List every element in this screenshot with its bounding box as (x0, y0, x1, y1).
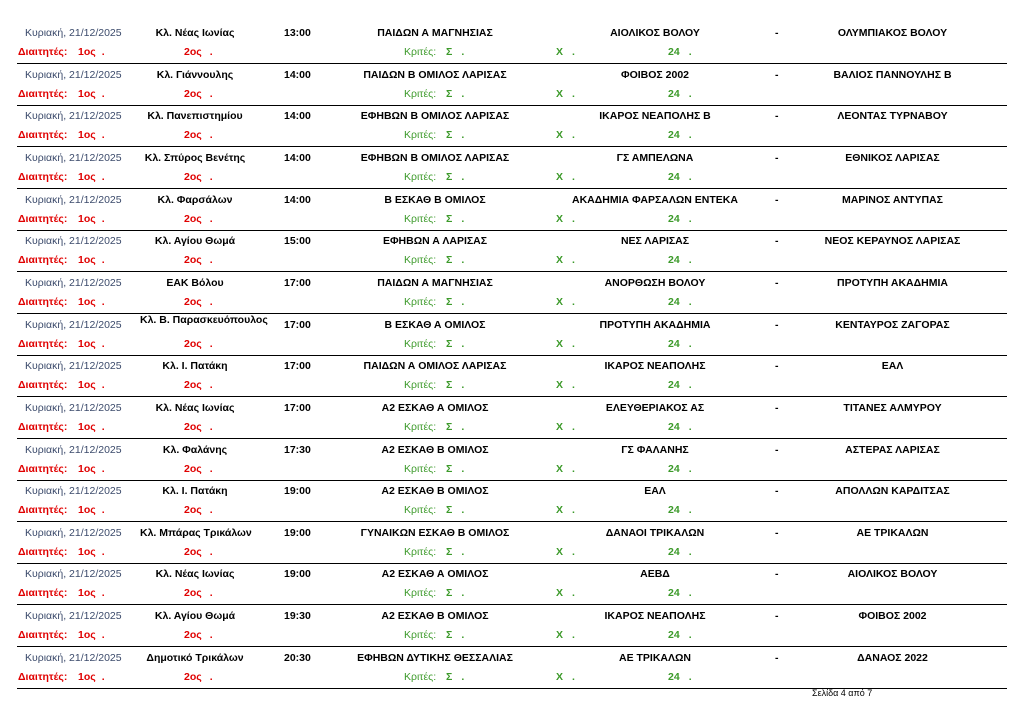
judges-label: Κριτές: (404, 129, 437, 142)
scorer-slot: Σ . (446, 87, 465, 100)
match-row (0, 231, 1024, 273)
match-date: Κυριακή, 21/12/2025 (25, 526, 122, 539)
match-time: 19:00 (284, 485, 311, 498)
match-row (0, 106, 1024, 148)
away-team: ΑΠΟΛΛΩΝ ΚΑΡΔΙΤΣΑΣ (835, 485, 950, 498)
timer-slot: Χ . (556, 337, 575, 350)
match-time: 20:30 (284, 651, 311, 664)
match-category: ΠΑΙΔΩΝ Α ΟΜΙΛΟΣ ΛΑΡΙΣΑΣ (363, 360, 507, 373)
match-venue: Κλ. Σπύρος Βενέτης (144, 151, 246, 164)
second-referee-slot: 2ος . (184, 629, 213, 642)
versus-dash: - (775, 193, 779, 206)
match-category: Β ΕΣΚΑΘ Β ΟΜΙΛΟΣ (384, 193, 486, 206)
match-row (0, 523, 1024, 565)
versus-dash: - (775, 276, 779, 289)
shotclock-slot: 24 . (668, 670, 692, 683)
match-date: Κυριακή, 21/12/2025 (25, 401, 122, 414)
match-time: 14:00 (284, 110, 311, 123)
match-category: Α2 ΕΣΚΑΘ Α ΟΜΙΛΟΣ (381, 568, 489, 581)
shotclock-slot: 24 . (668, 379, 692, 392)
first-referee-slot: 1ος . (78, 87, 105, 100)
versus-dash: - (775, 651, 779, 664)
judges-label: Κριτές: (404, 545, 437, 558)
match-date: Κυριακή, 21/12/2025 (25, 193, 122, 206)
judges-label: Κριτές: (404, 295, 437, 308)
versus-dash: - (775, 318, 779, 331)
away-team: ΑΣΤΕΡΑΣ ΛΑΡΙΣΑΣ (845, 443, 940, 456)
home-team: ΑΕ ΤΡΙΚΑΛΩΝ (618, 651, 691, 664)
versus-dash: - (775, 401, 779, 414)
match-venue: Κλ. Ι. Πατάκη (162, 360, 228, 373)
shotclock-slot: 24 . (668, 462, 692, 475)
referees-label: Διαιτητές: (18, 87, 68, 100)
judges-label: Κριτές: (404, 420, 437, 433)
match-venue: Κλ. Νέας Ιωνίας (155, 27, 235, 39)
shotclock-slot: 24 . (668, 87, 692, 100)
referees-label: Διαιτητές: (18, 504, 68, 517)
match-category: ΠΑΙΔΩΝ Α ΜΑΓΝΗΣΙΑΣ (377, 276, 493, 289)
first-referee-slot: 1ος . (78, 629, 105, 642)
away-team: ΜΑΡΙΝΟΣ ΑΝΤΥΠΑΣ (842, 193, 943, 206)
judges-label: Κριτές: (404, 170, 437, 183)
home-team: ΙΚΑΡΟΣ ΝΕΑΠΟΛΗΣ (604, 360, 706, 373)
match-category: ΕΦΗΒΩΝ ΔΥΤΙΚΗΣ ΘΕΣΣΑΛΙΑΣ (357, 651, 513, 664)
second-referee-slot: 2ος . (184, 212, 213, 225)
referees-label: Διαιτητές: (18, 629, 68, 642)
match-category: Α2 ΕΣΚΑΘ Α ΟΜΙΛΟΣ (381, 401, 489, 414)
match-venue: Κλ. Ι. Πατάκη (162, 485, 228, 498)
referees-label: Διαιτητές: (18, 212, 68, 225)
match-venue: Κλ. Αγίου Θωμά (154, 610, 236, 623)
shotclock-slot: 24 . (668, 629, 692, 642)
match-date: Κυριακή, 21/12/2025 (25, 610, 122, 623)
match-venue: Κλ. Φαλάνης (162, 443, 228, 456)
second-referee-slot: 2ος . (184, 545, 213, 558)
referees-label: Διαιτητές: (18, 170, 68, 183)
match-time: 19:00 (284, 568, 311, 581)
match-category: ΠΑΙΔΩΝ Β ΟΜΙΛΟΣ ΛΑΡΙΣΑΣ (363, 68, 507, 81)
first-referee-slot: 1ος . (78, 420, 105, 433)
away-team: ΠΡΟΤΥΠΗ ΑΚΑΔΗΜΙΑ (837, 276, 948, 289)
match-row (0, 481, 1024, 523)
away-team: ΦΟΙΒΟΣ 2002 (858, 610, 927, 623)
timer-slot: Χ . (556, 295, 575, 308)
judges-label: Κριτές: (404, 587, 437, 600)
timer-slot: Χ . (556, 46, 575, 58)
referees-label: Διαιτητές: (18, 46, 68, 58)
away-team: ΚΕΝΤΑΥΡΟΣ ΖΑΓΟΡΑΣ (835, 318, 950, 331)
judges-label: Κριτές: (404, 629, 437, 642)
away-team: ΑΕ ΤΡΙΚΑΛΩΝ (856, 526, 929, 539)
home-team: ΓΣ ΦΑΛΑΝΗΣ (621, 443, 689, 456)
match-time: 14:00 (284, 68, 311, 81)
match-row (0, 23, 1024, 65)
home-team: ΑΙΟΛΙΚΟΣ ΒΟΛΟΥ (610, 27, 700, 39)
home-team: ΓΣ ΑΜΠΕΛΩΝΑ (616, 151, 694, 164)
match-time: 19:30 (284, 610, 311, 623)
home-team: ΔΑΝΑΟΙ ΤΡΙΚΑΛΩΝ (605, 526, 705, 539)
match-date: Κυριακή, 21/12/2025 (25, 568, 122, 581)
scorer-slot: Σ . (446, 170, 465, 183)
versus-dash: - (775, 526, 779, 539)
scorer-slot: Σ . (446, 379, 465, 392)
first-referee-slot: 1ος . (78, 46, 105, 58)
timer-slot: Χ . (556, 545, 575, 558)
timer-slot: Χ . (556, 379, 575, 392)
match-venue: Δημοτικό Τρικάλων (146, 651, 244, 664)
match-time: 14:00 (284, 193, 311, 206)
match-venue: Κλ. Φαρσάλων (157, 193, 233, 206)
match-row (0, 190, 1024, 232)
judges-label: Κριτές: (404, 87, 437, 100)
scorer-slot: Σ . (446, 337, 465, 350)
scorer-slot: Σ . (446, 670, 465, 683)
second-referee-slot: 2ος . (184, 254, 213, 267)
referees-label: Διαιτητές: (18, 129, 68, 142)
match-date: Κυριακή, 21/12/2025 (25, 651, 122, 664)
match-category: Β ΕΣΚΑΘ Α ΟΜΙΛΟΣ (384, 318, 486, 331)
shotclock-slot: 24 . (668, 545, 692, 558)
first-referee-slot: 1ος . (78, 504, 105, 517)
versus-dash: - (775, 110, 779, 123)
match-date: Κυριακή, 21/12/2025 (25, 443, 122, 456)
shotclock-slot: 24 . (668, 129, 692, 142)
first-referee-slot: 1ος . (78, 212, 105, 225)
first-referee-slot: 1ος . (78, 129, 105, 142)
second-referee-slot: 2ος . (184, 295, 213, 308)
match-venue: Κλ. Νέας Ιωνίας (155, 568, 235, 581)
shotclock-slot: 24 . (668, 46, 692, 58)
match-category: ΠΑΙΔΩΝ Α ΜΑΓΝΗΣΙΑΣ (377, 27, 493, 39)
page-number: Σελίδα 4 από 7 (812, 688, 873, 698)
away-team: ΝΕΟΣ ΚΕΡΑΥΝΟΣ ΛΑΡΙΣΑΣ (824, 235, 961, 248)
timer-slot: Χ . (556, 212, 575, 225)
home-team: ΑΕΒΔ (640, 568, 670, 581)
match-category: ΕΦΗΒΩΝ Β ΟΜΙΛΟΣ ΛΑΡΙΣΑΣ (360, 110, 510, 123)
versus-dash: - (775, 27, 779, 39)
judges-label: Κριτές: (404, 337, 437, 350)
scorer-slot: Σ . (446, 129, 465, 142)
match-date: Κυριακή, 21/12/2025 (25, 151, 122, 164)
match-time: 17:00 (284, 276, 311, 289)
scorer-slot: Σ . (446, 420, 465, 433)
first-referee-slot: 1ος . (78, 254, 105, 267)
match-date: Κυριακή, 21/12/2025 (25, 485, 122, 498)
match-category: ΕΦΗΒΩΝ Α ΛΑΡΙΣΑΣ (382, 235, 488, 248)
scorer-slot: Σ . (446, 545, 465, 558)
referees-label: Διαιτητές: (18, 254, 68, 267)
first-referee-slot: 1ος . (78, 170, 105, 183)
second-referee-slot: 2ος . (184, 420, 213, 433)
match-row (0, 148, 1024, 190)
away-team: ΕΑΛ (881, 360, 904, 373)
match-category: ΕΦΗΒΩΝ Β ΟΜΙΛΟΣ ΛΑΡΙΣΑΣ (360, 151, 510, 164)
shotclock-slot: 24 . (668, 254, 692, 267)
versus-dash: - (775, 235, 779, 248)
match-time: 15:00 (284, 235, 311, 248)
second-referee-slot: 2ος . (184, 379, 213, 392)
shotclock-slot: 24 . (668, 587, 692, 600)
away-team: ΤΙΤΑΝΕΣ ΑΛΜΥΡΟΥ (843, 401, 942, 414)
match-venue: Κλ. Β. Παρασκευόπουλος (140, 313, 268, 326)
match-row (0, 648, 1024, 690)
timer-slot: Χ . (556, 87, 575, 100)
match-time: 14:00 (284, 151, 311, 164)
match-category: ΓΥΝΑΙΚΩΝ ΕΣΚΑΘ Β ΟΜΙΛΟΣ (360, 526, 510, 539)
second-referee-slot: 2ος . (184, 87, 213, 100)
home-team: ΑΝΟΡΘΩΣΗ ΒΟΛΟΥ (604, 276, 706, 289)
versus-dash: - (775, 151, 779, 164)
home-team: ΕΑΛ (644, 485, 666, 498)
versus-dash: - (775, 610, 779, 623)
first-referee-slot: 1ος . (78, 462, 105, 475)
judges-label: Κριτές: (404, 254, 437, 267)
match-time: 19:00 (284, 526, 311, 539)
scorer-slot: Σ . (446, 254, 465, 267)
home-team: ΑΚΑΔΗΜΙΑ ΦΑΡΣΑΛΩΝ ΕΝΤΕΚΑ (572, 193, 738, 206)
second-referee-slot: 2ος . (184, 170, 213, 183)
second-referee-slot: 2ος . (184, 46, 213, 58)
match-row (0, 65, 1024, 107)
match-date: Κυριακή, 21/12/2025 (25, 318, 122, 331)
first-referee-slot: 1ος . (78, 295, 105, 308)
first-referee-slot: 1ος . (78, 587, 105, 600)
match-time: 17:30 (284, 443, 311, 456)
shotclock-slot: 24 . (668, 420, 692, 433)
match-time: 17:00 (284, 360, 311, 373)
scorer-slot: Σ . (446, 212, 465, 225)
away-team: ΑΙΟΛΙΚΟΣ ΒΟΛΟΥ (847, 568, 938, 581)
referees-label: Διαιτητές: (18, 295, 68, 308)
away-team: ΒΑΛΙΟΣ ΠΑΝΝΟΥΛΗΣ Β (833, 68, 952, 81)
timer-slot: Χ . (556, 670, 575, 683)
first-referee-slot: 1ος . (78, 545, 105, 558)
match-venue: Κλ. Νέας Ιωνίας (155, 401, 235, 414)
match-venue: ΕΑΚ Βόλου (166, 276, 224, 289)
second-referee-slot: 2ος . (184, 587, 213, 600)
referees-label: Διαιτητές: (18, 670, 68, 683)
match-time: 17:00 (284, 401, 311, 414)
versus-dash: - (775, 485, 779, 498)
home-team: ΕΛΕΥΘΕΡΙΑΚΟΣ ΑΣ (605, 401, 705, 414)
judges-label: Κριτές: (404, 46, 437, 58)
first-referee-slot: 1ος . (78, 337, 105, 350)
referees-label: Διαιτητές: (18, 420, 68, 433)
match-venue: Κλ. Μπάρας Τρικάλων (140, 526, 252, 539)
match-row (0, 440, 1024, 482)
timer-slot: Χ . (556, 587, 575, 600)
second-referee-slot: 2ος . (184, 129, 213, 142)
match-date: Κυριακή, 21/12/2025 (25, 110, 122, 123)
timer-slot: Χ . (556, 629, 575, 642)
timer-slot: Χ . (556, 504, 575, 517)
scorer-slot: Σ . (446, 295, 465, 308)
scorer-slot: Σ . (446, 462, 465, 475)
referees-label: Διαιτητές: (18, 379, 68, 392)
home-team: ΝΕΣ ΛΑΡΙΣΑΣ (620, 235, 690, 248)
match-date: Κυριακή, 21/12/2025 (25, 276, 122, 289)
shotclock-slot: 24 . (668, 337, 692, 350)
home-team: ΠΡΟΤΥΠΗ ΑΚΑΔΗΜΙΑ (599, 318, 711, 331)
shotclock-slot: 24 . (668, 212, 692, 225)
match-venue: Κλ. Γιάννουλης (156, 68, 234, 81)
match-venue: Κλ. Πανεπιστημίου (147, 110, 243, 123)
scorer-slot: Σ . (446, 587, 465, 600)
versus-dash: - (775, 68, 779, 81)
judges-label: Κριτές: (404, 379, 437, 392)
scorer-slot: Σ . (446, 629, 465, 642)
timer-slot: Χ . (556, 129, 575, 142)
match-date: Κυριακή, 21/12/2025 (25, 360, 122, 373)
match-venue: Κλ. Αγίου Θωμά (154, 235, 236, 248)
second-referee-slot: 2ος . (184, 337, 213, 350)
away-team: ΕΘΝΙΚΟΣ ΛΑΡΙΣΑΣ (845, 151, 940, 164)
match-category: Α2 ΕΣΚΑΘ Β ΟΜΙΛΟΣ (381, 485, 489, 498)
match-row (0, 398, 1024, 440)
judges-label: Κριτές: (404, 462, 437, 475)
referees-label: Διαιτητές: (18, 462, 68, 475)
match-row (0, 564, 1024, 606)
referees-label: Διαιτητές: (18, 587, 68, 600)
scorer-slot: Σ . (446, 46, 465, 58)
away-team: ΟΛΥΜΠΙΑΚΟΣ ΒΟΛΟΥ (837, 27, 948, 39)
away-team: ΛΕΟΝΤΑΣ ΤΥΡΝΑΒΟΥ (837, 110, 948, 123)
timer-slot: Χ . (556, 170, 575, 183)
timer-slot: Χ . (556, 254, 575, 267)
match-date: Κυριακή, 21/12/2025 (25, 27, 122, 39)
match-date: Κυριακή, 21/12/2025 (25, 235, 122, 248)
timer-slot: Χ . (556, 462, 575, 475)
match-date: Κυριακή, 21/12/2025 (25, 68, 122, 81)
shotclock-slot: 24 . (668, 170, 692, 183)
match-row (0, 356, 1024, 398)
versus-dash: - (775, 360, 779, 373)
versus-dash: - (775, 443, 779, 456)
second-referee-slot: 2ος . (184, 462, 213, 475)
match-row (0, 273, 1024, 315)
shotclock-slot: 24 . (668, 504, 692, 517)
second-referee-slot: 2ος . (184, 504, 213, 517)
match-time: 17:00 (284, 318, 311, 331)
match-category: Α2 ΕΣΚΑΘ Β ΟΜΙΛΟΣ (381, 443, 489, 456)
judges-label: Κριτές: (404, 212, 437, 225)
match-row (0, 315, 1024, 357)
shotclock-slot: 24 . (668, 295, 692, 308)
judges-label: Κριτές: (404, 504, 437, 517)
referees-label: Διαιτητές: (18, 337, 68, 350)
second-referee-slot: 2ος . (184, 670, 213, 683)
home-team: ΙΚΑΡΟΣ ΝΕΑΠΟΛΗΣ Β (599, 110, 711, 123)
referees-label: Διαιτητές: (18, 545, 68, 558)
match-row (0, 606, 1024, 648)
home-team: ΦΟΙΒΟΣ 2002 (620, 68, 690, 81)
scorer-slot: Σ . (446, 504, 465, 517)
home-team: ΙΚΑΡΟΣ ΝΕΑΠΟΛΗΣ (604, 610, 706, 623)
match-category: Α2 ΕΣΚΑΘ Β ΟΜΙΛΟΣ (381, 610, 489, 623)
away-team: ΔΑΝΑΟΣ 2022 (857, 651, 928, 664)
judges-label: Κριτές: (404, 670, 437, 683)
first-referee-slot: 1ος . (78, 379, 105, 392)
timer-slot: Χ . (556, 420, 575, 433)
first-referee-slot: 1ος . (78, 670, 105, 683)
versus-dash: - (775, 568, 779, 581)
match-time: 13:00 (284, 27, 311, 39)
